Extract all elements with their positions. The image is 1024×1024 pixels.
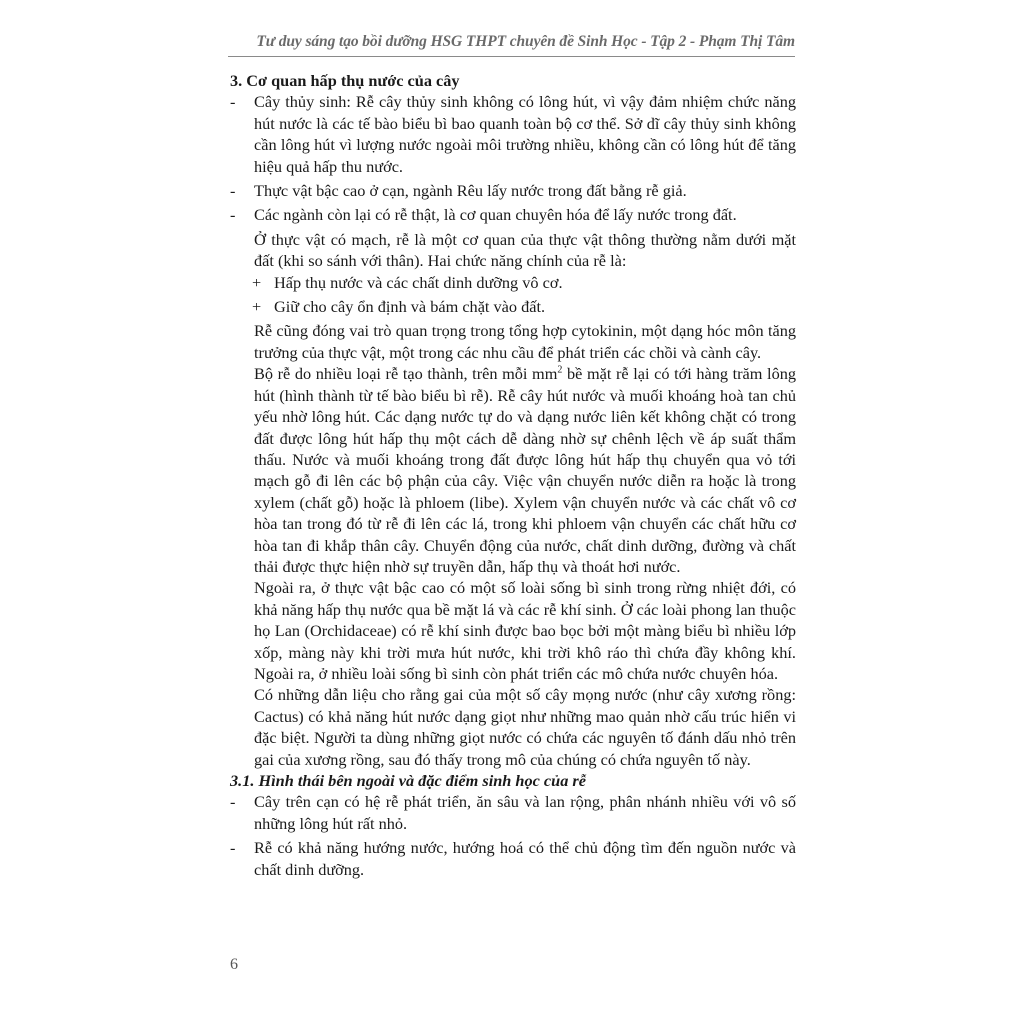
paragraph-root-hairs-rest: bề mặt rễ lại có tới hàng trăm lông hút (hình thành từ tế bào biểu bì rễ). Rễ cây hút nước và muối khoáng hoà tan chủ yếu nhờ lông hút. Các dạng nước tự do và dạng nước liên kết không chặt có trong đất được lông hút hấp thụ một cách dễ dàng nhờ sự chênh lệch về áp suất thẩm thấu. Nước và muối khoáng trong đất được lông hút hấp thụ chuyển qua vỏ tới mạch gỗ đi lên các bộ phận của cây. Việc vận chuyển nước diễn ra hoặc là trong xylem (chất gỗ) hoặc là phloem (libe). Xylem vận chuyển nước và các chất vô cơ hòa tan trong đó từ rễ đi lên các lá, trong khi phloem vận chuyển các chất hữu cơ hòa tan đi khắp thân cây. Chuyển động của nước, chất dinh dưỡng, đường và chất thải được thực hiện nhờ sự truyền dẫn, hấp thụ và thoát hơi nước.	[254, 364, 796, 576]
subsection-title: 3.1. Hình thái bên ngoài và đặc điểm sinh học của rễ	[230, 771, 586, 790]
bullet-item	[230, 91, 796, 177]
paragraph-epiphyte: Ngoài ra, ở thực vật bậc cao có một số loài sống bì sinh trong rừng nhiệt đới, có khả năng hấp thụ nước qua bề mặt lá và các rễ khí sinh. Ở các loài phong lan thuộc họ Lan (Orchidaceae) có rễ khí sinh được bao bọc bởi một màng biểu bì nhiều lớp xốp, màng này khi trời mưa hút nước, khi trời khô ráo thì chứa đầy không khí. Ngoài ra, ở nhiều loài sống bì sinh còn phát triển các mô chứa nước chuyên hóa.	[254, 578, 796, 683]
bullet-item	[230, 204, 796, 225]
bullet-item	[230, 180, 796, 201]
bullet-dash: -	[230, 838, 236, 858]
bullet-item	[230, 837, 796, 880]
superscript-2: 2	[557, 364, 563, 376]
paragraph-root-hairs	[230, 363, 796, 577]
paragraph-root-intro: Ở thực vật có mạch, rễ là một cơ quan của thực vật thông thường nằm dưới mặt đất (khi so sánh với thân). Hai chức năng chính của rễ là:	[254, 229, 796, 271]
section-title: 3. Cơ quan hấp thụ nước của cây	[230, 71, 460, 90]
bullet-text: Các ngành còn lại có rễ thật, là cơ quan chuyên hóa để lấy nước trong đất.	[254, 205, 737, 225]
bullet-text: Cây trên cạn có hệ rễ phát triển, ăn sâu và lan rộng, phân nhánh nhiều với vô số những lông hút rất nhỏ.	[254, 792, 796, 833]
plus-item	[230, 272, 796, 293]
bullet-dash: -	[230, 181, 236, 201]
plus-mark: +	[252, 297, 262, 317]
plus-mark: +	[252, 272, 262, 292]
header-rule	[228, 56, 795, 57]
paragraph-cactus: Có những dẫn liệu cho rằng gai của một số cây mọng nước (như cây xương rồng: Cactus) có khả năng hút nước dạng giọt như những mao quản nhờ cấu trúc hiển vi đặc biệt. Người ta dùng những giọt nước có chứa các nguyên tố đánh dấu nhỏ trên gai của xương rồng, sau đó thấy trong mô của chúng có chứa nguyên tố này.	[254, 685, 796, 769]
bullet-text: Thực vật bậc cao ở cạn, ngành Rêu lấy nước trong đất bằng rễ giả.	[254, 181, 687, 201]
bullet-dash: -	[230, 92, 236, 112]
bullet-item	[230, 791, 796, 834]
paragraph-cytokinin: Rễ cũng đóng vai trò quan trọng trong tổng hợp cytokinin, một dạng hóc môn tăng trưởng của thực vật, một trong các nhu cầu để phát triển các chồi và cành cây.	[254, 321, 796, 362]
plus-item	[230, 296, 796, 317]
bullet-text: Cây thủy sinh: Rễ cây thủy sinh không có lông hút, vì vậy đảm nhiệm chức năng hút nước là các tế bào biểu bì bao quanh toàn bộ cơ thể. Sở dĩ cây thủy sinh không cần lông hút vì lượng nước ngoài môi trường nhiều, không cần có lông hút để tăng hiệu quả hấp thu nước.	[254, 92, 796, 176]
bullet-dash: -	[230, 205, 236, 225]
plus-text: Hấp thụ nước và các chất dinh dưỡng vô cơ.	[274, 272, 563, 292]
bullet-dash: -	[230, 792, 236, 812]
running-header: Tư duy sáng tạo bồi dưỡng HSG THPT chuyên đề Sinh Học - Tập 2 - Phạm Thị Tâm	[256, 33, 795, 50]
page-body	[230, 70, 796, 883]
paragraph-root-hairs-start: Bộ rễ do nhiều loại rễ tạo thành, trên mỗi mm	[254, 364, 558, 384]
bullet-text: Rễ có khả năng hướng nước, hướng hoá có thể chủ động tìm đến nguồn nước và chất dinh dưỡng.	[254, 838, 796, 879]
plus-text: Giữ cho cây ổn định và bám chặt vào đất.	[274, 297, 546, 317]
page-number: 6	[230, 956, 238, 973]
